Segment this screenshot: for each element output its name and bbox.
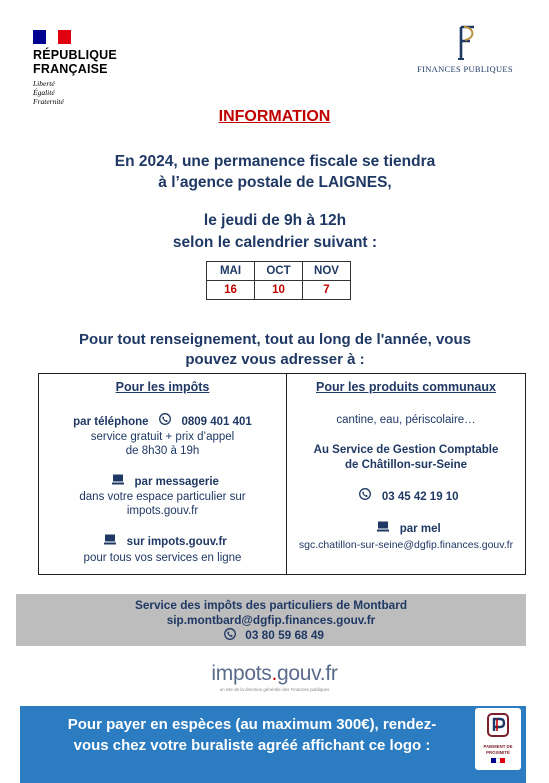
intro-text <box>40 151 510 193</box>
phone-label: par téléphone <box>73 416 149 429</box>
mail-label: par mel <box>399 523 441 536</box>
site-label[interactable]: sur impots.gouv.fr <box>126 536 227 549</box>
cash-payment-text <box>32 714 472 756</box>
montbard-email[interactable]: sip.montbard@dgfip.finances.gouv.fr <box>166 613 376 627</box>
calendar-day: 16 <box>207 281 255 300</box>
phone-note1: service gratuit + prix d’appel <box>90 431 235 444</box>
messagerie-label: par messagerie <box>134 476 219 489</box>
motto-liberte: Liberté <box>33 79 55 88</box>
french-flag-icon <box>33 30 71 44</box>
calendar-day: 7 <box>303 281 351 300</box>
service-name-line2: de Châtillon-sur-Seine <box>344 459 468 471</box>
motto-egalite: Égalité <box>33 88 55 97</box>
calendar-month: OCT <box>255 262 303 281</box>
impots-word-a: impots <box>211 662 272 685</box>
calendar-day: 10 <box>255 281 303 300</box>
cash-payment-line2: vous chez votre buraliste agréé affichant ce logo : <box>73 737 431 754</box>
computer-icon <box>104 532 116 550</box>
intro-line1: En 2024, une permanence fiscale se tiendra <box>114 153 436 170</box>
montbard-phone[interactable]: 03 80 59 68 49 <box>245 628 324 643</box>
contact-heading-line1: Pour tout renseignement, tout au long de l'année, vous <box>79 331 471 348</box>
paiement-p-icon <box>486 712 510 738</box>
cash-payment-band <box>20 706 526 783</box>
impots-word-dot: . <box>271 662 278 685</box>
impots-column-title: Pour les impôts <box>115 380 210 394</box>
contact-box <box>38 373 526 575</box>
motto-fraternite: Fraternité <box>33 97 64 106</box>
phone-icon <box>359 487 371 505</box>
finances-publiques-logo <box>400 24 530 74</box>
phone-icon <box>159 412 171 430</box>
communal-phone-number[interactable]: 03 45 42 19 10 <box>381 491 459 504</box>
montbard-band <box>16 594 526 646</box>
mail-address[interactable]: sgc.chatillon-sur-seine@dgfip.finances.gouv.fr <box>298 539 514 552</box>
republique-line2: FRANÇAISE <box>33 62 108 76</box>
montbard-title: Service des impôts des particuliers de Montbard <box>134 598 408 612</box>
impots-word-b: gouv.fr <box>277 662 338 685</box>
impots-gouv-logo[interactable] <box>0 662 549 692</box>
republique-line1: RÉPUBLIQUE <box>33 48 117 62</box>
service-name-line1: Au Service de Gestion Comptable <box>313 444 499 456</box>
finances-publiques-label: FINANCES PUBLIQUES <box>417 64 513 74</box>
communal-column-title: Pour les produits communaux <box>316 380 496 394</box>
messagerie-note2[interactable]: impots.gouv.fr <box>126 505 199 518</box>
intro-line3: le jeudi de 9h à 12h <box>203 212 347 229</box>
impots-column <box>39 374 287 574</box>
computer-icon <box>377 519 389 537</box>
impots-logo-subtitle: un site de la direction générale des Finances publiques <box>219 687 330 692</box>
communal-services: cantine, eau, périscolaire… <box>336 414 476 426</box>
paiement-proximite-badge <box>475 708 521 770</box>
site-note: pour tous vos services en ligne <box>83 551 242 564</box>
cash-payment-line1: Pour payer en espèces (au maximum 300€), rendez- <box>67 716 437 733</box>
republique-francaise-logo <box>33 30 153 106</box>
calendar-month: MAI <box>207 262 255 281</box>
communal-column <box>287 374 525 574</box>
fp-emblem-icon <box>450 24 480 62</box>
computer-icon <box>112 472 124 490</box>
messagerie-note1: dans votre espace particulier sur <box>79 491 246 504</box>
calendar-month: NOV <box>303 262 351 281</box>
phone-number[interactable]: 0809 401 401 <box>181 416 252 429</box>
phone-note2: de 8h30 à 19h <box>125 445 200 458</box>
intro-line2: à l’agence postale de LAIGNES, <box>158 174 392 191</box>
intro-line4: selon le calendrier suivant : <box>172 234 378 251</box>
contact-heading <box>30 330 520 370</box>
phone-icon <box>224 628 236 644</box>
badge-title-line2: PROXIMITÉ <box>486 750 510 755</box>
french-flag-icon <box>491 758 505 763</box>
schedule-text <box>40 210 510 254</box>
calendar-table <box>206 261 351 300</box>
badge-title-line1: PAIEMENT DE <box>483 744 513 749</box>
page-title: INFORMATION <box>218 108 331 125</box>
contact-heading-line2: pouvez vous adresser à : <box>185 351 365 368</box>
